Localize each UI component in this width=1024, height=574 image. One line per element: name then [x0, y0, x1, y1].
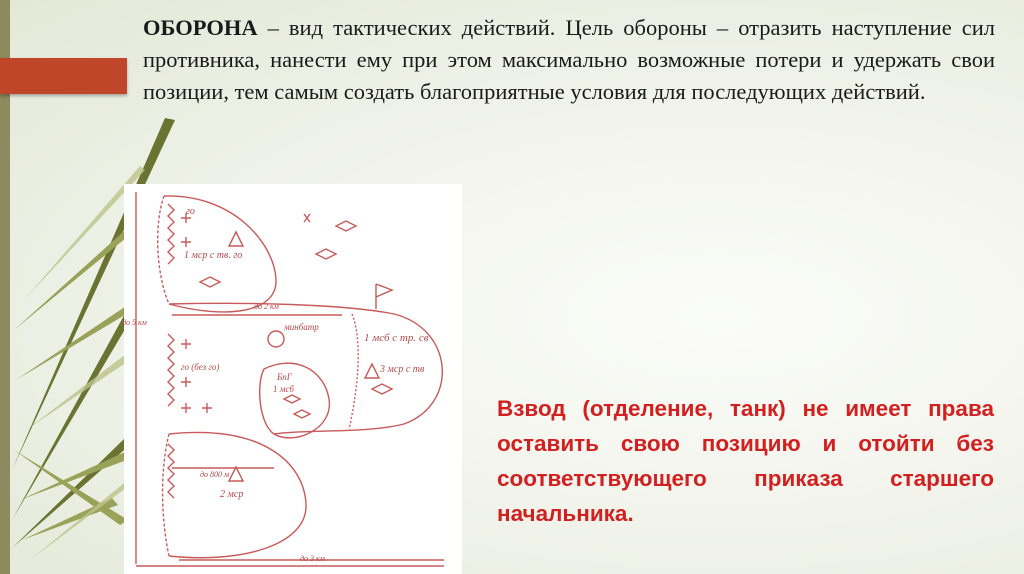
scheme-drawing [124, 184, 462, 574]
label-company-top: 1 мср с тв. го [184, 250, 243, 261]
label-distance-5km: до 5 км [122, 318, 147, 327]
label-reserve: БпГ [277, 372, 292, 382]
label-go-mid: го (без го) [181, 362, 220, 372]
label-distance-800m: до 800 м [200, 470, 230, 479]
label-mortar-battery: минбатр [284, 322, 319, 332]
label-company-right: 3 мср с тв [380, 364, 425, 375]
label-go-top: го [186, 206, 195, 217]
heading-term: ОБОРОНА [143, 15, 258, 40]
defense-scheme-diagram [124, 184, 462, 574]
platoon-rule-note: Взвод (отделение, танк) не имеет права оставить свою позицию и отойти без соответствующего приказа старшего начальника. [497, 396, 994, 526]
label-company-bottom: 2 мср [220, 489, 244, 500]
definition-paragraph [143, 12, 995, 108]
label-distance-2km: до 2 км [254, 302, 279, 311]
label-battalion-small: 1 мсб [273, 384, 294, 394]
definition-text: – вид тактических действий. Цель обороны – отразить наступление сил противника, нанести ему при этом максимально возможные потери и удержать свои позиции, тем самым создать благоприятные условия для последующих действий. [143, 15, 995, 104]
label-distance-3km: до 3 км [300, 554, 325, 563]
label-battalion: 1 мсб с тр. св [364, 332, 429, 344]
title-accent-tab [0, 58, 127, 94]
